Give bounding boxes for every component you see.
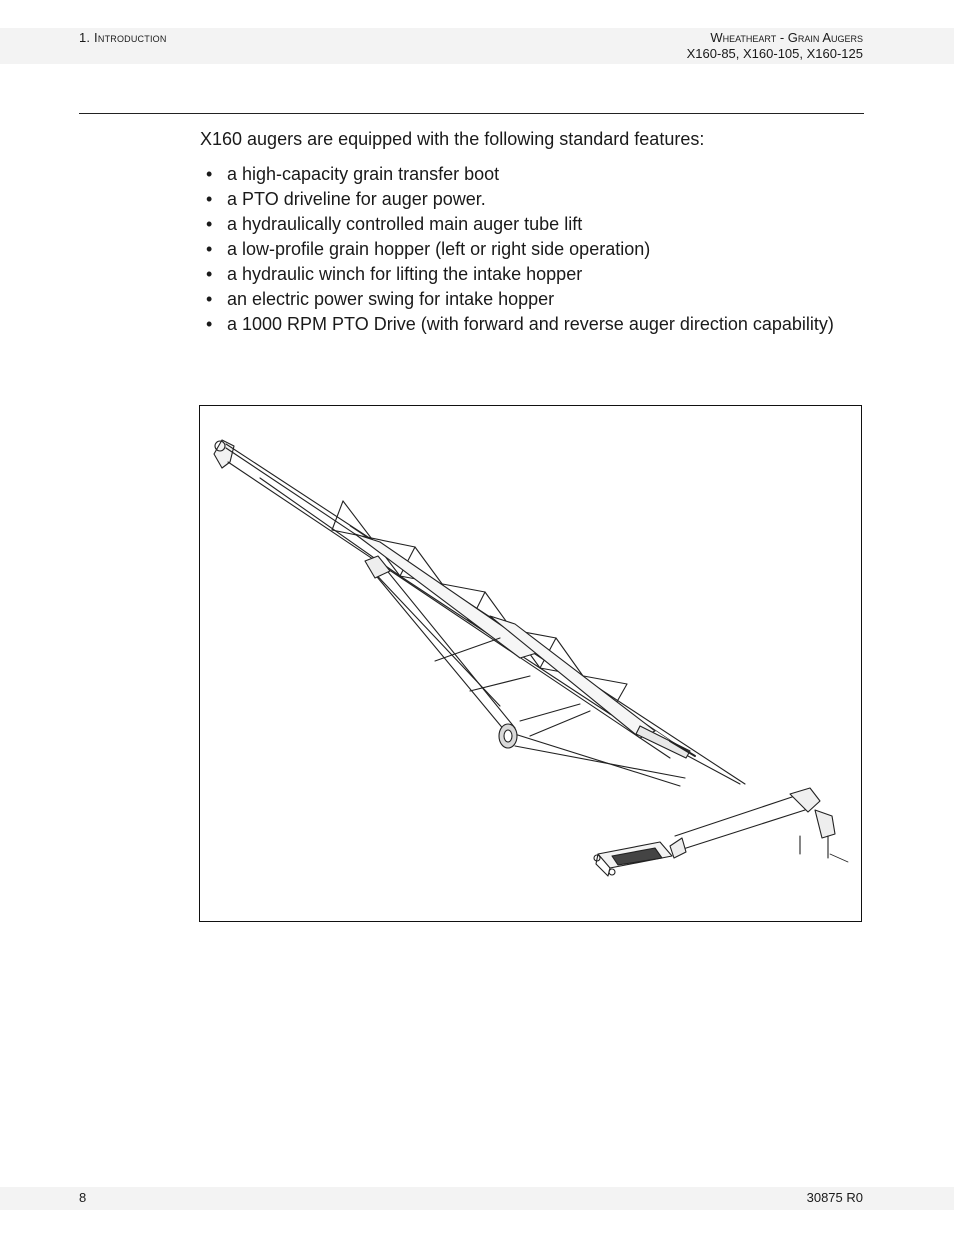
feature-item: • a hydraulic winch for lifting the intake hopper (206, 264, 583, 284)
model-list: X160-85, X160-105, X160-125 (686, 46, 863, 61)
document-id: 30875 R0 (806, 1190, 863, 1205)
auger-illustration (200, 406, 861, 921)
header-rule (79, 113, 864, 114)
bullet: • (206, 314, 213, 334)
bullet: • (206, 164, 213, 184)
page-header (0, 28, 954, 64)
auger-figure (199, 405, 862, 922)
feature-item: • a low-profile grain hopper (left or right side operation) (206, 239, 651, 259)
bullet: • (206, 239, 213, 259)
feature-item: • a PTO driveline for auger power. (206, 189, 486, 209)
document-title: Wheatheart - Grain Augers (710, 30, 863, 45)
bullet: • (206, 264, 213, 284)
page-footer (0, 1187, 954, 1210)
feature-item: • a 1000 RPM PTO Drive (with forward and reverse auger direction capability) (206, 314, 834, 334)
feature-item: • a high-capacity grain transfer boot (206, 164, 500, 184)
bullet: • (206, 189, 213, 209)
intro-text: X160 augers are equipped with the following standard features: (200, 129, 705, 149)
page-number: 8 (79, 1190, 87, 1205)
feature-item: • an electric power swing for intake hopper (206, 289, 555, 309)
section-title: 1. Introduction (79, 30, 167, 45)
feature-item: • a hydraulically controlled main auger tube lift (206, 214, 583, 234)
feature-list (206, 163, 834, 338)
header-right (687, 30, 863, 62)
bullet: • (206, 289, 213, 309)
bullet: • (206, 214, 213, 234)
